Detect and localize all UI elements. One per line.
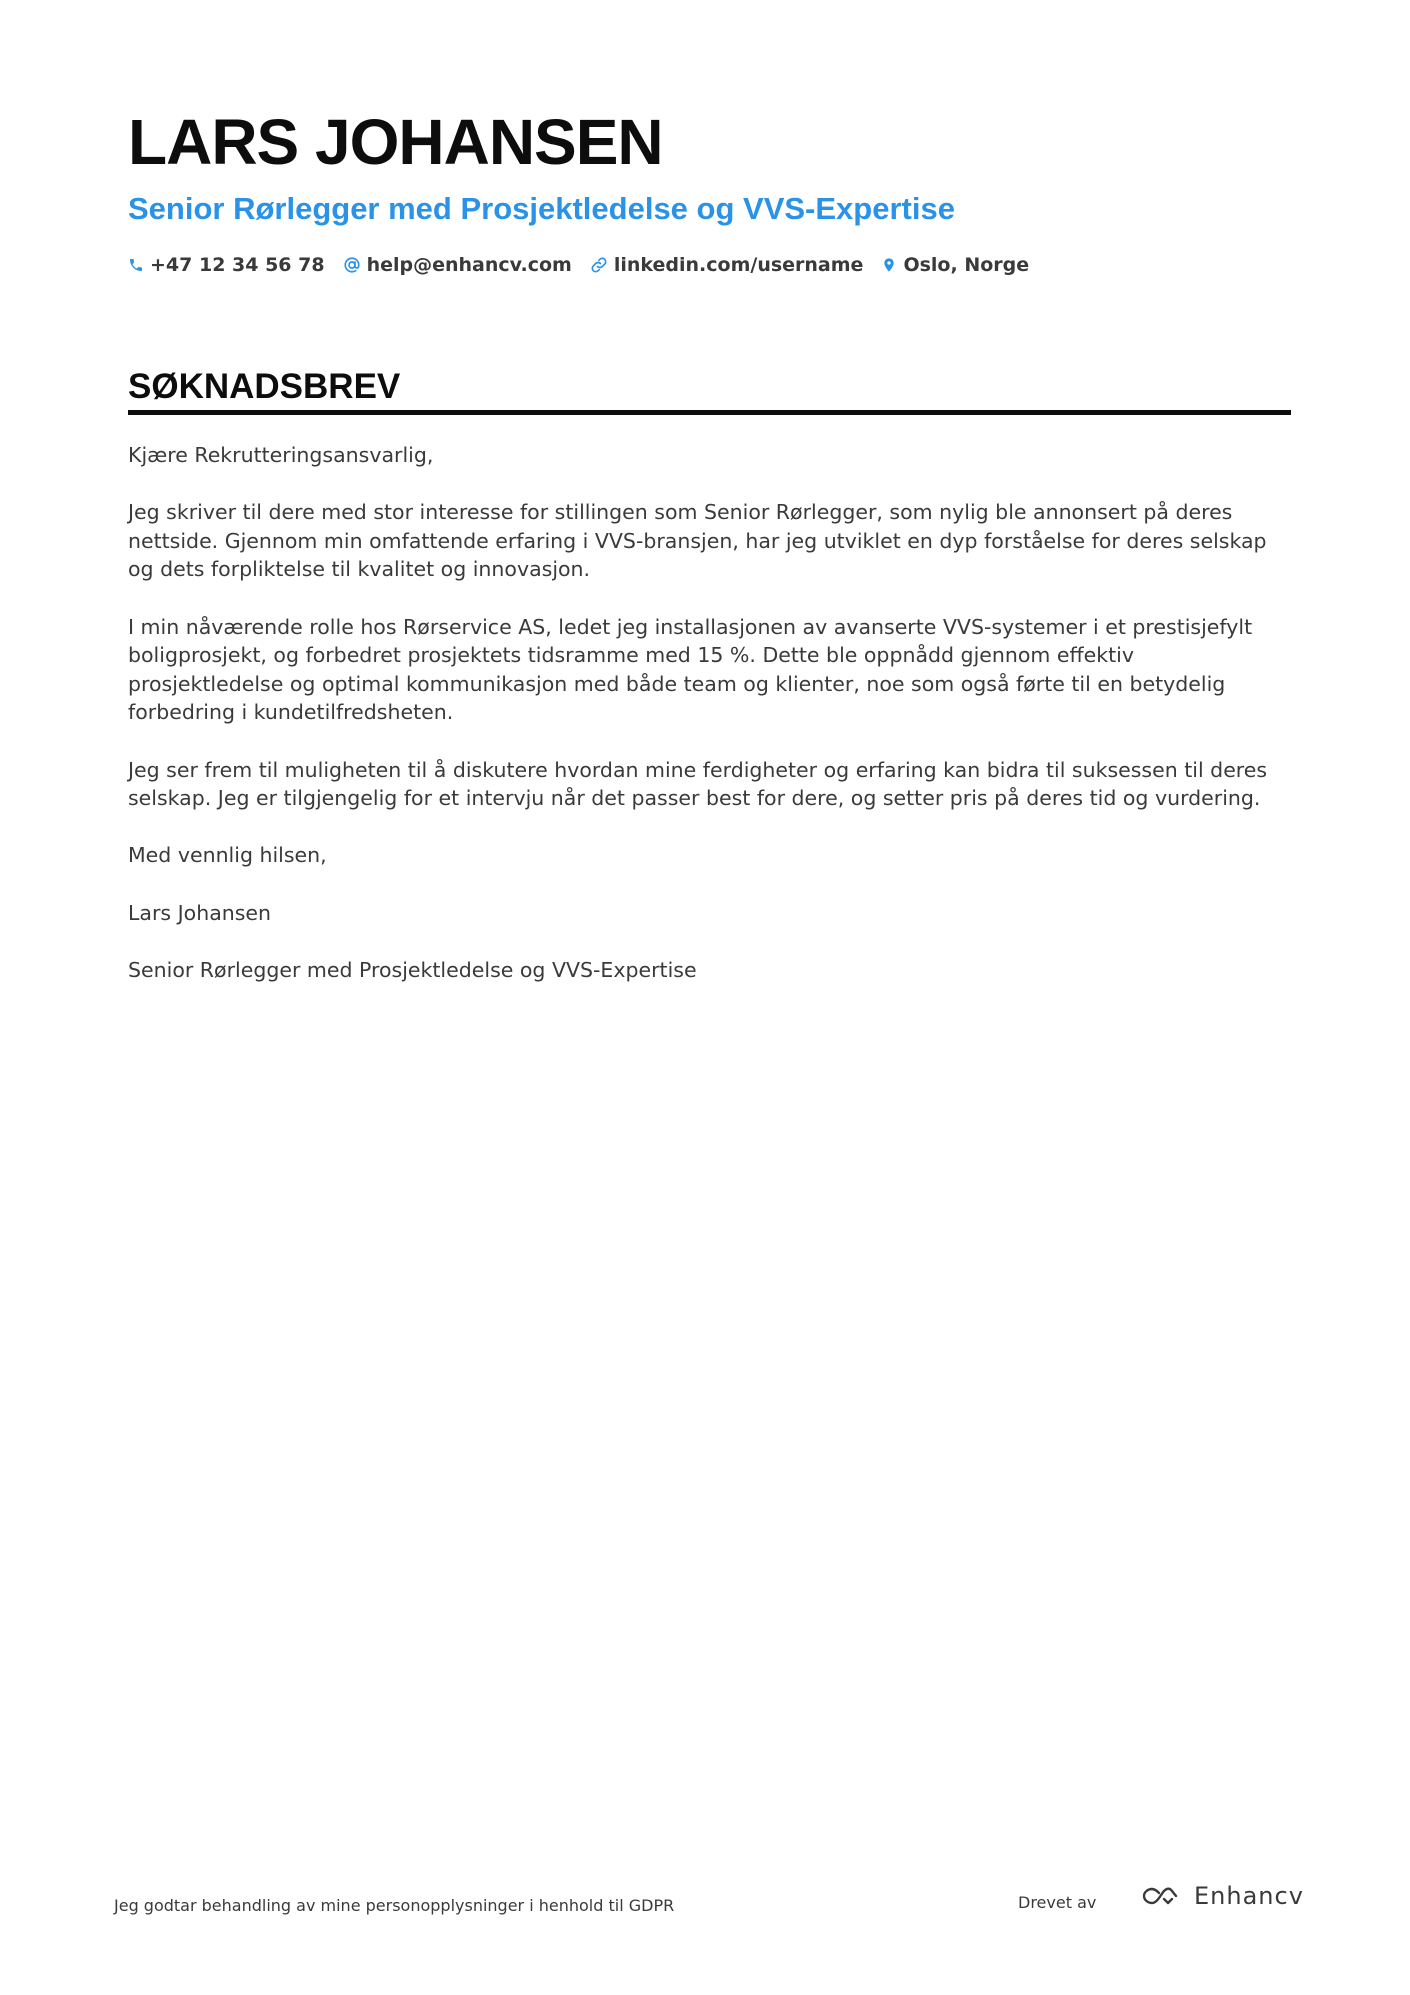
contact-phone[interactable] <box>128 254 325 276</box>
letter-closing: Med vennlig hilsen, <box>128 843 327 868</box>
section-title: SØKNADSBREV <box>128 367 401 406</box>
contact-location <box>881 254 1029 276</box>
contact-linkedin[interactable] <box>590 254 864 276</box>
phone-icon <box>128 257 144 273</box>
contact-phone-text: +47 12 34 56 78 <box>150 254 325 276</box>
location-pin-icon <box>881 256 897 274</box>
contact-linkedin-text: linkedin.com/username <box>613 254 864 276</box>
candidate-name: LARS JOHANSEN <box>128 106 663 178</box>
contact-email-text: help@enhancv.com <box>366 254 572 276</box>
gdpr-consent-text: Jeg godtar behandling av mine personopplysninger i henhold til GDPR <box>114 1896 675 1915</box>
contact-location-text: Oslo, Norge <box>903 254 1030 276</box>
letter-paragraph: Jeg ser frem til muligheten til å diskutere hvordan mine ferdigheter og erfaring kan bidra til suksessen til deres selskap. Jeg er tilgjengelig for et intervju når det passer best for dere, og setter pris på deres tid og vurdering. <box>128 757 1268 811</box>
powered-by-label: Drevet av <box>1018 1893 1097 1912</box>
contact-email[interactable] <box>343 254 572 276</box>
letter-paragraph: Jeg skriver til dere med stor interesse for stillingen som Senior Rørlegger, som nylig ble annonsert på deres nettside. Gjennom min omfattende erfaring i VVS-bransjen, har jeg utviklet en dyp forståelse for deres selskap og dets forpliktelse til kvalitet og innovasjon. <box>128 500 1267 582</box>
enhancv-logo[interactable] <box>1138 1882 1304 1910</box>
enhancv-logo-icon <box>1138 1884 1184 1908</box>
signature-title: Senior Rørlegger med Prosjektledelse og VVS-Expertise <box>128 957 697 982</box>
letter-paragraph: I min nåværende rolle hos Rørservice AS, ledet jeg installasjonen av avanserte VVS-systemer i et prestisjefylt boligprosjekt, og forbedret prosjektets tidsramme med 15 %. Dette ble oppnådd gjennom effektiv prosjektledelse og optimal kommunikasjon med både team og klienter, noe som også førte til en betydelig forbedring i kundetilfredsheten. <box>128 614 1253 725</box>
signature-name: Lars Johansen <box>128 900 272 925</box>
at-icon <box>343 256 361 274</box>
brand-wordmark: Enhancv <box>1194 1882 1304 1910</box>
link-icon <box>590 256 608 274</box>
candidate-title: Senior Rørlegger med Prosjektledelse og VVS-Expertise <box>128 191 955 226</box>
contact-bar <box>128 254 1047 276</box>
letter-greeting: Kjære Rekrutteringsansvarlig, <box>128 443 434 467</box>
section-divider <box>128 410 1291 415</box>
letter-body <box>128 441 1278 1013</box>
